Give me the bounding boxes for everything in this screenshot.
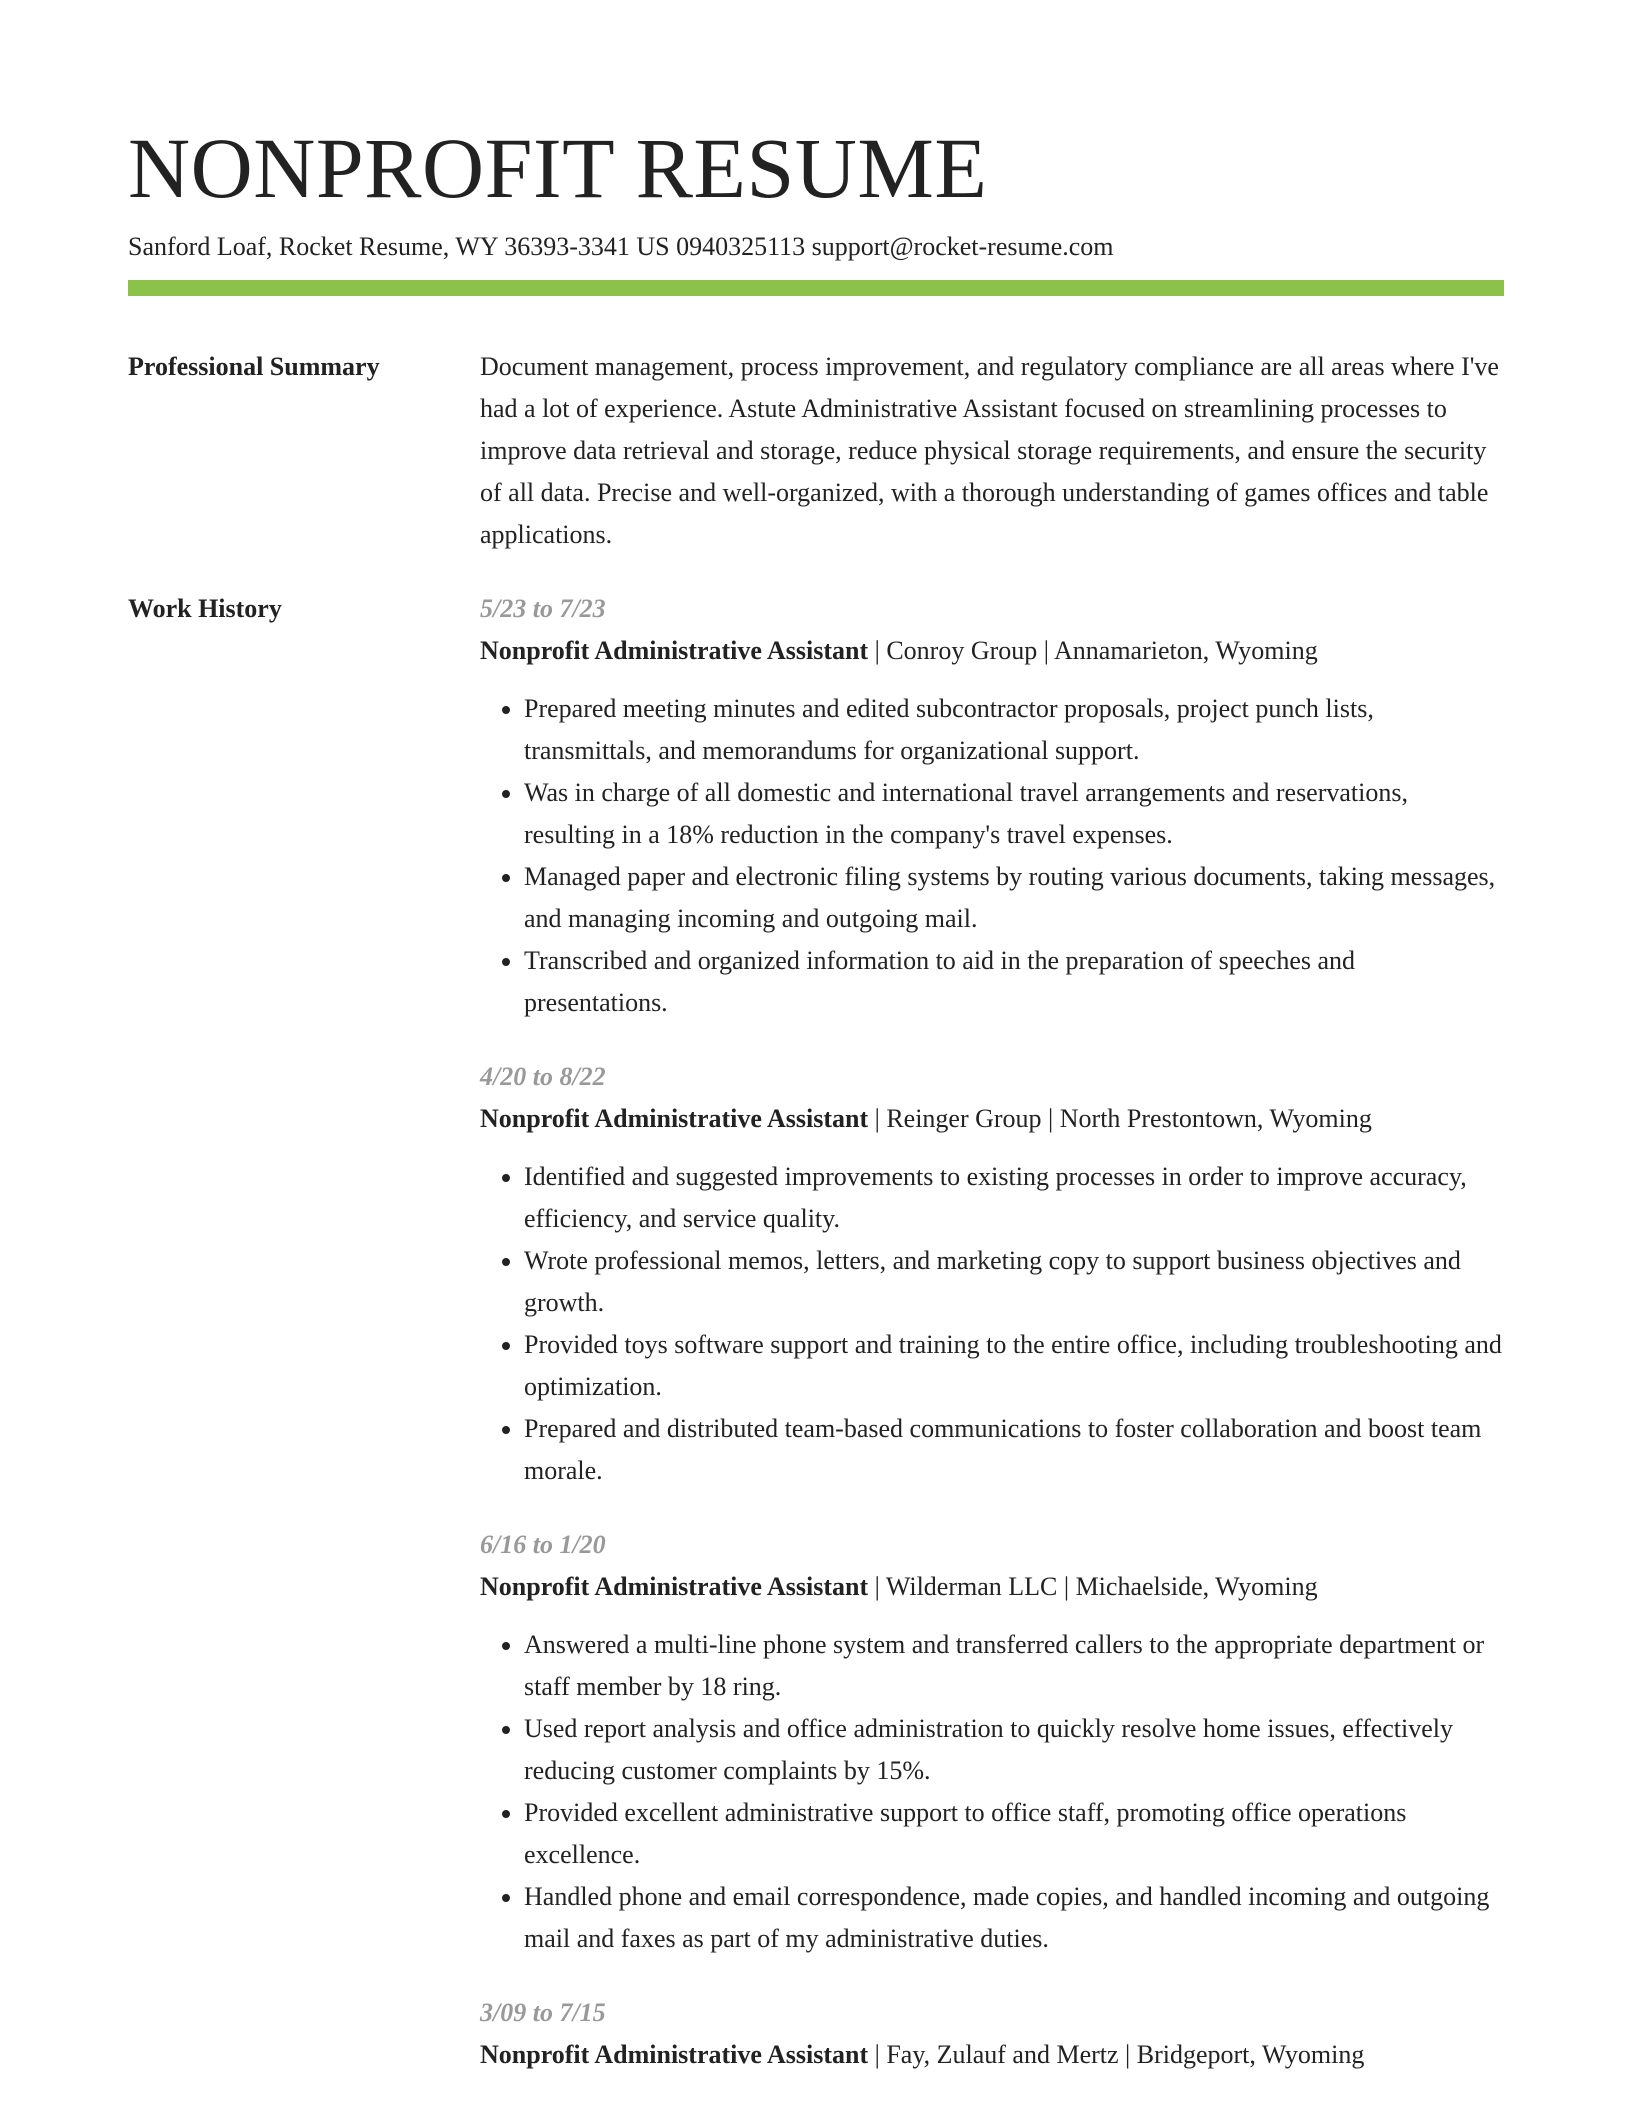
job-title: Nonprofit Administrative Assistant (480, 636, 869, 665)
job-bullet: • Provided excellent administrative support to office staff, promoting office operations excellence. (524, 1792, 1504, 1876)
job-heading (480, 630, 1504, 672)
job-heading (480, 1566, 1504, 1608)
job-bullet: • Wrote professional memos, letters, and marketing copy to support business objectives and growth. (524, 1240, 1504, 1324)
job-dates: 3/09 to 7/15 (480, 1998, 606, 2027)
job-entry (480, 588, 1504, 1024)
header-divider (128, 280, 1504, 296)
section-label-summary: Professional Summary (128, 352, 380, 381)
section-label-work: Work History (128, 594, 282, 623)
job-bullet: • Transcribed and organized information to aid in the preparation of speeches and presentations. (524, 940, 1504, 1024)
job-details: | Wilderman LLC | Michaelside, Wyoming (868, 1572, 1318, 1601)
job-dates: 6/16 to 1/20 (480, 1530, 606, 1559)
job-bullet: • Was in charge of all domestic and international travel arrangements and reservations, resulting in a 18% reduction in the company's travel expenses. (524, 772, 1504, 856)
job-bullets (480, 1156, 1504, 1492)
job-bullet: • Used report analysis and office administration to quickly resolve home issues, effectively reducing customer complaints by 15%. (524, 1708, 1504, 1792)
jobs-list (480, 588, 1504, 2108)
job-bullets (480, 688, 1504, 1024)
job-details: | Reinger Group | North Prestontown, Wyoming (868, 1104, 1372, 1133)
summary-body (480, 346, 1504, 556)
job-bullet: • Provided toys software support and training to the entire office, including troubleshooting and optimization. (524, 1324, 1504, 1408)
job-bullet: • Prepared meeting minutes and edited subcontractor proposals, project punch lists, transmittals, and memorandums for organizational support. (524, 688, 1504, 772)
job-bullet: • Identified and suggested improvements to existing processes in order to improve accuracy, efficiency, and service quality. (524, 1156, 1504, 1240)
job-entry (480, 1056, 1504, 1492)
job-details: | Fay, Zulauf and Mertz | Bridgeport, Wyoming (868, 2040, 1365, 2069)
job-title: Nonprofit Administrative Assistant (480, 2040, 869, 2069)
job-bullet: • Answered a multi-line phone system and transferred callers to the appropriate department or staff member by 18 ring. (524, 1624, 1504, 1708)
professional-summary-section (128, 346, 1504, 556)
job-heading (480, 1098, 1504, 1140)
job-title: Nonprofit Administrative Assistant (480, 1104, 869, 1133)
job-heading (480, 2034, 1504, 2076)
work-history-section (128, 588, 1504, 2108)
job-title: Nonprofit Administrative Assistant (480, 1572, 869, 1601)
resume-title: NONPROFIT RESUME (128, 120, 988, 216)
job-entry (480, 1992, 1504, 2076)
job-dates: 5/23 to 7/23 (480, 594, 606, 623)
resume-page (128, 0, 1504, 2108)
summary-text: Document management, process improvement, and regulatory compliance are all areas where I've had a lot of experience. Astute Administrative Assistant focused on streamlining processes to improve data retrieval and storage, reduce physical storage requirements, and ensure the security of all data. Precise and well-organized, with a thorough understanding of games offices and table applications. (480, 352, 1499, 549)
job-bullet: • Handled phone and email correspondence, made copies, and handled incoming and outgoing mail and faxes as part of my administrative duties. (524, 1876, 1504, 1960)
contact-line: Sanford Loaf, Rocket Resume, WY 36393-3341 US 0940325113 support@rocket-resume.com (128, 232, 1114, 261)
job-bullet: • Managed paper and electronic filing systems by routing various documents, taking messages, and managing incoming and outgoing mail. (524, 856, 1504, 940)
job-entry (480, 1524, 1504, 1960)
job-bullet: • Prepared and distributed team-based communications to foster collaboration and boost team morale. (524, 1408, 1504, 1492)
job-bullets (480, 1624, 1504, 1960)
job-dates: 4/20 to 8/22 (480, 1062, 606, 1091)
job-details: | Conroy Group | Annamarieton, Wyoming (868, 636, 1318, 665)
